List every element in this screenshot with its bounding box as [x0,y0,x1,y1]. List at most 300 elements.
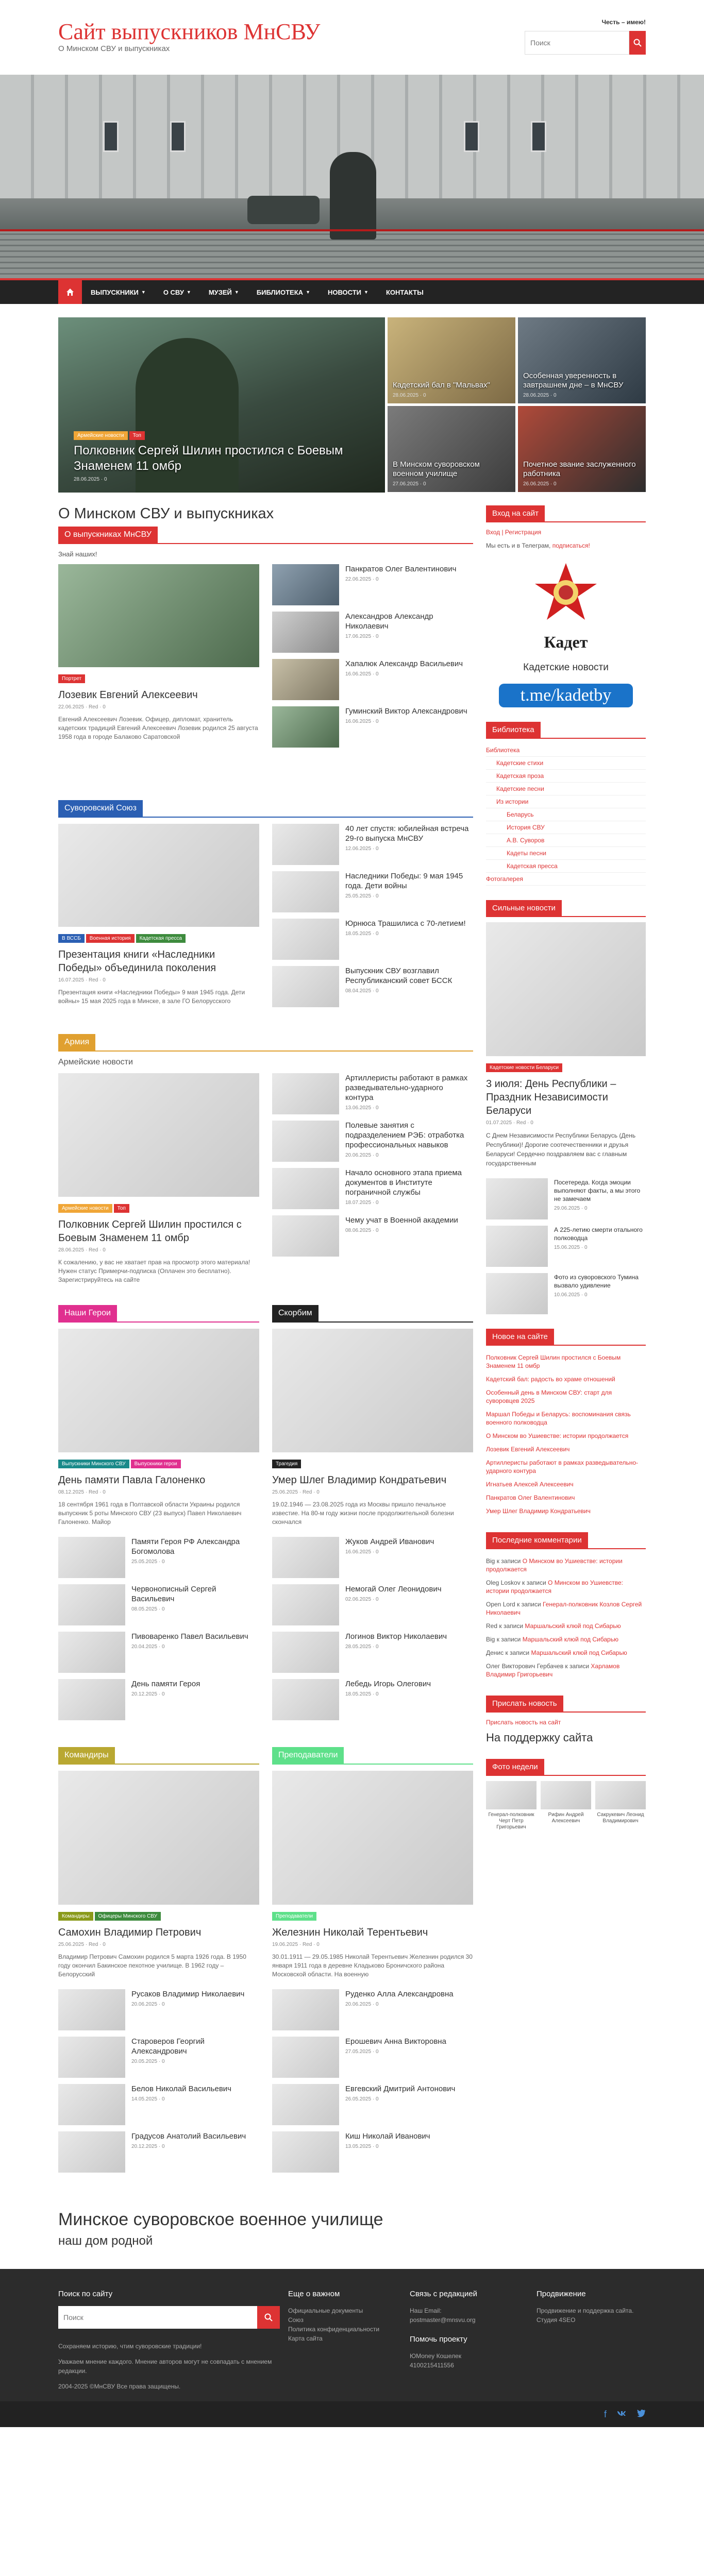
post-title[interactable]: Червонописный Сергей Васильевич [131,1585,216,1603]
post-thumbnail[interactable] [272,919,339,960]
comment-count[interactable]: 0 [375,1228,379,1233]
featured-post[interactable]: Почетное звание заслуженного работника 26.06.2025 · 0 [518,406,646,492]
category-tag[interactable]: Выпускники герои [131,1460,181,1468]
comment-mid: к записи [499,1622,525,1630]
facebook-icon[interactable]: f [604,2409,607,2419]
library-item[interactable]: Библиотека [486,744,646,757]
widget-login [486,505,646,707]
comment-count[interactable]: 0 [103,704,106,710]
photo-caption: Рифин Андрей Алексеевич [548,1812,584,1824]
post-thumbnail[interactable] [272,612,339,653]
list-item[interactable]: Ерошевич Анна Викторовна 27.05.2025 · 0 [272,2037,473,2078]
post-title[interactable]: Пивоваренко Павел Васильевич [131,1632,248,1641]
post-image[interactable] [486,922,646,1056]
comment-count[interactable]: 0 [375,2144,379,2149]
post-title[interactable]: 3 июля: День Республики – Праздник Независимости Беларуси [486,1078,616,1116]
footer-text: Наш Email: [410,2307,442,2314]
list-item[interactable]: Русаков Владимир Николаевич 20.06.2025 · 0 [58,1989,259,2030]
comment-count[interactable]: 0 [584,1292,588,1298]
post-excerpt: С Днем Независимости Республики Беларусь (День Республики)! Дорогие соотечественники и друзья Беларуси! Сердечно поздравляем вас с главным государственным [486,1132,636,1167]
category-tag[interactable]: Топ [129,431,145,440]
window [464,121,479,152]
post-date: 25.05.2025 [345,893,372,899]
post-title[interactable]: Полковник Сергей Шилин простился с Боевым Знаменем 11 омбр [58,1219,242,1244]
post-thumbnail[interactable] [58,1679,125,1720]
comment-count[interactable]: 0 [375,893,379,899]
post-title[interactable]: Хапалюк Александр Васильевич [345,659,463,668]
library-item[interactable]: Кадетские стихи [486,757,646,770]
latest-news-item[interactable]: Панкратов Олег Валентинович [486,1494,575,1501]
footer-link[interactable]: Официальные документы [288,2307,363,2314]
vk-icon[interactable] [617,2409,626,2420]
list-item[interactable]: Немогай Олег Леонидович 02.06.2025 · 0 [272,1584,473,1625]
latest-news-item[interactable]: Полковник Сергей Шилин простился с Боевым Знаменем 11 омбр [486,1354,621,1369]
home-button[interactable] [58,280,82,304]
post-title[interactable]: Русаков Владимир Николаевич [131,1990,245,1998]
footer-promo-col [537,2290,645,2391]
comment-author[interactable]: Big [486,1636,497,1643]
header-image [0,75,704,278]
nav-label: КОНТАКТЫ [385,288,424,296]
category-tag[interactable]: Кадетские новости Беларуси [486,1063,562,1072]
post-thumbnail[interactable] [486,1226,548,1267]
comment-author[interactable]: Денис [486,1649,506,1656]
library-item[interactable]: История СВУ [486,821,646,834]
featured-post[interactable]: В Минском суворовском военном училище 27.06.2025 · 0 [388,406,515,492]
footer-heading: Продвижение [537,2290,586,2298]
post-thumbnail[interactable] [58,2037,125,2078]
comment-count[interactable]: 0 [161,2096,165,2102]
latest-news-item[interactable]: О Минском во Ушиевстве: истории продолжается [486,1432,629,1439]
footer-link[interactable]: Карта сайта [288,2335,323,2342]
comment-post-link[interactable]: Маршальский клюй под Сибарью [525,1622,621,1630]
category-tag[interactable]: Преподаватели [272,1912,316,1921]
comment-count[interactable]: 0 [375,577,379,582]
kadet-badge-icon[interactable] [532,561,599,628]
nav-item-museum[interactable] [200,280,248,304]
post-title[interactable]: Выпускник СВУ возглавил Республиканский совет БССК [345,967,452,985]
cannon-monument [247,196,320,224]
list-item[interactable]: Панкратов Олег Валентинович 22.06.2025 · 0 [272,564,473,605]
list-item[interactable]: Начало основного этапа приема документов в Институте пограничной службы 18.07.2025 · 0 [272,1168,473,1209]
post-thumbnail[interactable] [272,564,339,605]
post-title[interactable]: Фото из суворовского Тумина вызвало удивление [554,1274,639,1289]
list-item[interactable]: Жуков Андрей Иванович 16.06.2025 · 0 [272,1537,473,1578]
list-item[interactable]: Руденко Алла Александровна 20.06.2025 · 0 [272,1989,473,2030]
post-author[interactable]: Red [302,1489,312,1495]
section-subtitle: Армейские новости [58,1058,133,1066]
comment-post-link[interactable]: О Минском во Ушиевстве: истории продолжается [486,1579,624,1595]
comment-mid: к записи [517,1601,543,1608]
photo-thumbnail[interactable] [595,1781,646,1809]
library-item[interactable]: Беларусь [486,808,646,821]
post-thumbnail[interactable] [272,1989,339,2030]
post-title[interactable]: Железнин Николай Терентьевич [272,1927,428,1938]
post-title[interactable]: Градусов Анатолий Васильевич [131,2132,246,2141]
category-tag[interactable]: Военная история [86,934,135,943]
list-item[interactable]: Наследники Победы: 9 мая 1945 года. Дети войны 25.05.2025 · 0 [272,871,473,912]
post-image[interactable] [58,1073,259,1197]
post-title[interactable]: Начало основного этапа приема документов в Институте пограничной службы [345,1168,462,1197]
post-title[interactable]: Александров Александр Николаевич [345,612,433,631]
footer-search-input[interactable] [58,2306,257,2329]
post-title[interactable]: Панкратов Олег Валентинович [345,565,457,573]
section-header[interactable]: Командиры [58,1747,115,1764]
library-item[interactable]: Кадетские песни [486,783,646,795]
list-item[interactable]: Фото из суворовского Тумина вызвало удивление 10.06.2025 · 0 [486,1273,646,1314]
telegram-link-button[interactable]: t.me/kadetby [499,684,633,707]
section-commanders [58,1747,259,2179]
list-item[interactable]: Александров Александр Николаевич 17.06.2025 · 0 [272,612,473,653]
post-title[interactable]: Руденко Алла Александровна [345,1990,454,1998]
post-author[interactable]: Red [88,977,98,983]
post-thumbnail[interactable] [272,1073,339,1114]
comment-count[interactable]: 0 [103,1247,106,1253]
list-item[interactable]: Артиллеристы работают в рамках разведывательно-ударного контура 13.06.2025 · 0 [272,1073,473,1114]
post-image[interactable] [58,1329,259,1452]
copyright: 2004-2025 ©МнСВУ Все права защищены. [58,2383,181,2390]
post-thumbnail[interactable] [272,1679,339,1720]
comment-count[interactable]: 0 [161,2002,165,2007]
comment-count[interactable]: 0 [553,393,557,398]
comment-count[interactable]: 0 [584,1245,588,1250]
category-tag[interactable]: Топ [114,1204,129,1213]
post-thumbnail[interactable] [272,966,339,1007]
post-title[interactable]: Лебедь Игорь Олегович [345,1680,431,1688]
post-excerpt: Владимир Петрович Самохин родился 5 марта 1926 года. В 1950 году окончил Бакинское пехотное училище. В 1962 году – Белорусский [58,1953,246,1978]
post-thumbnail[interactable] [272,2084,339,2125]
comment-count[interactable]: 0 [375,1691,379,1697]
post-thumbnail[interactable] [58,2131,125,2173]
search-icon [633,39,642,47]
post-title[interactable]: Памяти Героя РФ Александра Богомолова [131,1537,240,1556]
post-date: 18.05.2025 [345,931,372,937]
comment-author[interactable]: Big [486,1557,497,1565]
list-item[interactable]: Хапалюк Александр Васильевич 16.06.2025 · 0 [272,659,473,700]
list-item[interactable]: А 225-летию смерти отального полководца 15.06.2025 · 0 [486,1226,646,1267]
section-header[interactable]: Армия [58,1034,95,1050]
comment-count[interactable]: 0 [161,2059,165,2064]
photo-thumbnail[interactable] [541,1781,591,1809]
post-title[interactable]: Гуминский Виктор Александрович [345,707,467,716]
nav-item-about[interactable] [155,280,200,304]
post-title[interactable]: Посетереда. Когда эмоции выполняют факты, а мы этого не замечаем [554,1179,641,1202]
footer-email[interactable]: postmaster@mnsvu.org [410,2316,476,2324]
search-button[interactable] [629,31,646,55]
nav-item-graduates[interactable] [82,280,155,304]
comment-author[interactable]: Олег Викторович Гербачев [486,1663,565,1670]
comment-count[interactable]: 0 [375,1200,379,1206]
comment-count[interactable]: 0 [316,1942,320,1947]
category-tag[interactable]: Кадетская пресса [136,934,186,943]
comment-count[interactable]: 0 [375,671,379,677]
category-tag[interactable]: В ВССБ [58,934,85,943]
nav-item-news[interactable] [319,280,377,304]
list-item[interactable]: Выпускник СВУ возглавил Республиканский совет БССК 08.04.2025 · 0 [272,966,473,1007]
post-author[interactable]: Red [88,1247,98,1253]
comment-count[interactable]: 0 [161,1691,165,1697]
post-thumbnail[interactable] [486,1273,548,1314]
post-thumbnail[interactable] [58,1584,125,1625]
category-tag[interactable]: Портрет [58,674,85,683]
widget-photo-week [486,1759,646,1831]
photo-thumbnail[interactable] [486,1781,537,1809]
post-title[interactable]: День памяти Павла Галоненко [58,1475,206,1486]
site-description: О Минском СВУ и выпускниках [58,44,170,53]
post-image[interactable] [272,1329,473,1452]
post-date: 16.06.2025 [345,671,372,677]
list-item[interactable]: Червонописный Сергей Васильевич 08.05.2025 · 0 [58,1584,259,1625]
section-teachers [272,1747,473,2179]
list-item[interactable]: Полевые занятия с подразделением РЭБ: отработка профессиональных навыков 20.06.2025 · 0 [272,1121,473,1162]
post-author[interactable]: Red [88,1489,98,1495]
post-title[interactable]: Кадетский бал в "Мальвах" [393,381,490,389]
post-thumbnail[interactable] [272,706,339,748]
comment-item [486,1619,646,1633]
post-image[interactable] [58,564,259,667]
comment-item [486,1633,646,1646]
comment-count[interactable]: 0 [375,988,379,994]
comment-count[interactable]: 0 [375,1105,379,1111]
list-item[interactable]: Пивоваренко Павел Васильевич 20.04.2025 · 0 [58,1632,259,1673]
list-item[interactable]: Памяти Героя РФ Александра Богомолова 25.05.2025 · 0 [58,1537,259,1578]
post-title[interactable]: Артиллеристы работают в рамках разведывательно-ударного контура [345,1074,468,1102]
comment-post-link[interactable]: О Минском во Ушиевстве: истории продолжается [486,1557,623,1573]
latest-news-item[interactable]: Кадетский бал: радость во храме отношений [486,1376,615,1383]
twitter-icon[interactable] [636,2409,646,2420]
post-thumbnail[interactable] [272,824,339,865]
post-author[interactable]: Red [516,1120,526,1126]
post-thumbnail[interactable] [272,2037,339,2078]
comment-count[interactable]: 0 [161,1606,165,1612]
comment-count[interactable]: 0 [375,2049,379,2055]
comment-post-link[interactable]: Харламов Владимир Григорьевич [486,1663,620,1678]
post-title[interactable]: Презентация книги «Наследники Победы» объединила поколения [58,949,216,974]
post-thumbnail[interactable] [58,1537,125,1578]
post-title[interactable]: Полковник Сергей Шилин простился с Боевым Знаменем 11 омбр [74,444,343,473]
comment-post-link[interactable]: Генерал-полковник Козлов Сергей Николаевич [486,1601,642,1616]
photo-item[interactable] [595,1781,646,1831]
comment-author[interactable]: Open Lord [486,1601,517,1608]
post-thumbnail[interactable] [272,1537,339,1578]
library-item[interactable]: А.В. Суворов [486,834,646,847]
post-thumbnail[interactable] [58,2084,125,2125]
list-item[interactable]: Логинов Виктор Николаевич 28.05.2025 · 0 [272,1632,473,1673]
featured-post[interactable]: Кадетский бал в "Мальвах" 28.06.2025 · 0 [388,317,515,403]
post-thumbnail[interactable] [486,1178,548,1219]
photo-item[interactable] [541,1781,591,1831]
post-image[interactable] [272,1771,473,1905]
comment-post-link[interactable]: Маршальский клюй под Сибарью [522,1636,618,1643]
category-tag[interactable]: Армейские новости [74,431,128,440]
post-thumbnail[interactable] [272,1632,339,1673]
post-title[interactable]: Жуков Андрей Иванович [345,1537,434,1546]
section-header[interactable]: Преподаватели [272,1747,344,1764]
library-item[interactable]: Кадетская пресса [486,860,646,873]
latest-news-item[interactable]: Маршал Победы и Беларусь: воспоминания связь военного полководца [486,1411,631,1426]
post-title[interactable]: Евгевский Дмитрий Антонович [345,2084,456,2093]
list-item[interactable]: Лебедь Игорь Олегович 18.05.2025 · 0 [272,1679,473,1720]
latest-news-item[interactable]: Артиллеристы работают в рамках разведывательно-ударного контура [486,1459,639,1475]
comment-mid: к записи [505,1649,531,1656]
comment-count[interactable]: 0 [423,481,426,487]
latest-news-item[interactable]: Игнатьев Алексей Алексеевич [486,1481,574,1488]
comment-count[interactable]: 0 [161,2144,165,2149]
category-tag[interactable]: Трагедия [272,1460,301,1468]
comment-count[interactable]: 0 [103,1489,106,1495]
post-thumbnail[interactable] [272,1215,339,1257]
post-date: 26.05.2025 [345,2096,372,2102]
category-tag[interactable]: Выпускники Минского СВУ [58,1460,129,1468]
comment-count[interactable]: 0 [375,1644,379,1650]
post-list [272,824,473,1013]
post-title[interactable]: Немогай Олег Леонидович [345,1585,442,1594]
post-title[interactable]: Лозевик Евгений Алексеевич [58,689,198,701]
latest-news-item[interactable]: Умер Шлег Владимир Кондратьевич [486,1507,591,1515]
comment-count[interactable]: 0 [423,393,426,398]
comment-count[interactable]: 0 [375,1597,379,1602]
library-item[interactable]: Из истории [486,795,646,808]
comment-count[interactable]: 0 [375,634,379,639]
search-input[interactable] [525,31,629,55]
comment-count[interactable]: 0 [103,1942,106,1947]
comment-item [486,1554,646,1576]
login-link[interactable]: Вход | Регистрация [486,529,542,536]
post-thumbnail[interactable] [272,1121,339,1162]
footer-search-button[interactable] [257,2306,280,2329]
send-news-link[interactable]: Прислать новость на сайт [486,1719,561,1726]
post-author[interactable]: Red [88,1942,98,1947]
post-thumbnail[interactable] [58,1632,125,1673]
comment-count[interactable]: 0 [375,1549,379,1555]
post-author[interactable]: Red [302,1942,312,1947]
library-item[interactable]: Кадетская проза [486,770,646,783]
site-title[interactable]: Сайт выпускников МнСВУ [58,19,321,44]
comment-count[interactable]: 0 [104,477,107,482]
section-header[interactable]: Наши Герои [58,1305,117,1321]
post-title[interactable]: Староверов Георгий Александрович [131,2037,205,2056]
list-item[interactable]: Гуминский Виктор Александрович 16.06.2025 · 0 [272,706,473,748]
home-icon [65,287,75,297]
post-title[interactable]: День памяти Героя [131,1680,200,1688]
post-title[interactable]: Киш Николай Иванович [345,2132,430,2141]
post-title[interactable]: Особенная уверенность в завтрашнем дне – в МнСВУ [523,371,624,389]
post-title[interactable]: Белов Николай Васильевич [131,2084,231,2093]
post-title[interactable]: А 225-летию смерти отального полководца [554,1226,643,1242]
post-date: 28.05.2025 [345,1644,372,1650]
list-item[interactable]: Чему учат в Военной академии 08.06.2025 · 0 [272,1215,473,1257]
list-item[interactable]: Белов Николай Васильевич 14.05.2025 · 0 [58,2084,259,2125]
post-title[interactable]: Логинов Виктор Николаевич [345,1632,447,1641]
list-item[interactable]: 40 лет спустя: юбилейная встреча 29-го выпуска МнСВУ 12.06.2025 · 0 [272,824,473,865]
comment-item [486,1576,646,1598]
library-item[interactable]: Кадеты песни [486,847,646,860]
post-thumbnail[interactable] [272,659,339,700]
comment-count[interactable]: 0 [375,1153,379,1158]
footer-link[interactable]: Союз [288,2316,304,2324]
list-item[interactable]: Евгевский Дмитрий Антонович 26.05.2025 · 0 [272,2084,473,2125]
post-title[interactable]: Полевые занятия с подразделением РЭБ: отработка профессиональных навыков [345,1121,464,1149]
post-thumbnail[interactable] [272,871,339,912]
post-title[interactable]: Самохин Владимир Петрович [58,1927,202,1938]
post-thumbnail[interactable] [58,1989,125,2030]
comment-count[interactable]: 0 [161,1559,165,1565]
post-date: 18.07.2025 [345,1200,372,1206]
comment-count[interactable]: 0 [584,1206,588,1211]
widget-comments [486,1532,646,1681]
post-list [272,1989,473,2173]
nav-label: О СВУ [163,288,184,296]
list-item[interactable]: Староверов Георгий Александрович 20.05.2025 · 0 [58,2037,259,2078]
post-title[interactable]: Юрнюса Трашилиса с 70-летием! [345,919,466,928]
library-item[interactable]: Фотогалерея [486,873,646,886]
section-header[interactable]: Суворовский Союз [58,800,143,817]
section-header[interactable]: Скорбим [272,1305,319,1321]
comment-count[interactable]: 0 [375,719,379,724]
post-thumbnail[interactable] [272,1168,339,1209]
latest-news-item[interactable]: Особенный день в Минском СВУ: старт для суворовцев 2025 [486,1389,612,1404]
post-title[interactable]: Умер Шлег Владимир Кондратьевич [272,1475,447,1486]
comment-author[interactable]: Oleg Loskov [486,1579,523,1586]
comment-count[interactable]: 0 [161,1644,165,1650]
comment-author[interactable]: Red [486,1622,499,1630]
nav-item-library[interactable] [248,280,319,304]
comment-count[interactable]: 0 [103,977,106,983]
section-header[interactable]: О выпускниках МнСВУ [58,527,158,543]
category-tag[interactable]: Офицеры Минского СВУ [95,1912,161,1921]
post-image[interactable] [58,824,259,927]
footer-link[interactable]: Политика конфиденциальности [288,2326,380,2333]
comment-count[interactable]: 0 [316,1489,320,1495]
post-date: 12.06.2025 [345,846,372,852]
post-title[interactable]: Чему учат в Военной академии [345,1216,458,1225]
post-thumbnail[interactable] [272,1584,339,1625]
comment-count[interactable]: 0 [553,481,557,487]
post-date: 20.06.2025 [345,1153,372,1158]
comment-count[interactable]: 0 [375,2096,379,2102]
list-item[interactable]: Киш Николай Иванович 13.05.2025 · 0 [272,2131,473,2173]
list-item[interactable]: Посетереда. Когда эмоции выполняют факты, а мы этого не замечаем 29.06.2025 · 0 [486,1178,646,1219]
comment-count[interactable]: 0 [530,1120,533,1126]
list-item[interactable]: Градусов Анатолий Васильевич 20.12.2025 · 0 [58,2131,259,2173]
latest-news-item[interactable]: Лозевик Евгений Алексеевич [486,1446,570,1453]
comment-count[interactable]: 0 [375,846,379,852]
category-tag[interactable]: Армейские новости [58,1204,112,1213]
post-title[interactable]: Почетное звание заслуженного работника [523,460,636,478]
comment-count[interactable]: 0 [375,2002,379,2007]
post-author[interactable]: Red [88,704,98,710]
post-thumbnail[interactable] [272,2131,339,2173]
comment-count[interactable]: 0 [375,931,379,937]
post-date: 22.06.2025 [58,704,85,710]
post-title[interactable]: Ерошевич Анна Викторовна [345,2037,446,2046]
comment-post-link[interactable]: Маршальский клюй под Сибарью [531,1649,627,1656]
photo-item[interactable] [486,1781,537,1831]
post-title[interactable]: Наследники Победы: 9 мая 1945 года. Дети войны [345,872,463,890]
telegram-subscribe-link[interactable]: подписаться! [552,542,590,549]
post-image[interactable] [58,1771,259,1905]
featured-main-post[interactable]: Армейские новости Топ Полковник Сергей Шилин простился с Боевым Знаменем 11 омбр 28.06.2025 · 0 [58,317,385,493]
list-item[interactable]: День памяти Героя 20.12.2025 · 0 [58,1679,259,1720]
post-date: 26.06.2025 [523,481,549,487]
post-title[interactable]: 40 лет спустя: юбилейная встреча 29-го выпуска МнСВУ [345,824,469,843]
post-date: 25.06.2025 [272,1489,298,1495]
category-tag[interactable]: Командиры [58,1912,93,1921]
nav-item-contacts[interactable] [377,280,432,304]
post-title[interactable]: В Минском суворовском военном училище [393,460,480,478]
list-item[interactable]: Юрнюса Трашилиса с 70-летием! 18.05.2025 · 0 [272,919,473,960]
featured-post[interactable]: Особенная уверенность в завтрашнем дне – в МнСВУ 28.06.2025 · 0 [518,317,646,403]
